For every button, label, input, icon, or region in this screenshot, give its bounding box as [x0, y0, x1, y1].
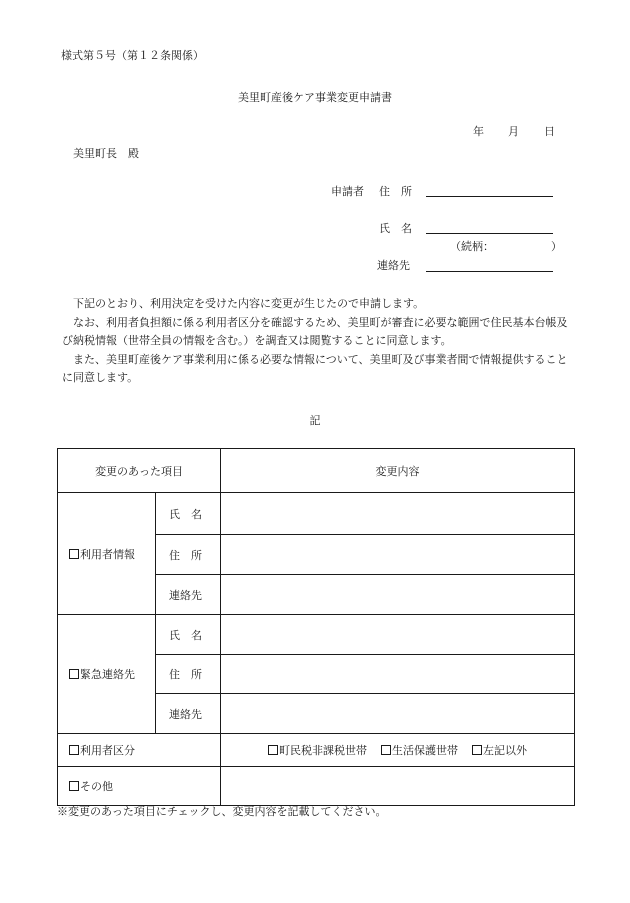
user-contact-value[interactable]: [221, 575, 575, 615]
table-row: [58, 734, 575, 767]
address-line[interactable]: [426, 196, 553, 197]
other-value[interactable]: [221, 767, 575, 806]
emergency-address-label: 住 所: [156, 655, 221, 694]
table-row: [58, 493, 575, 535]
category-option[interactable]: 町民税非課税世帯: [268, 742, 367, 758]
table-header-row: [58, 449, 575, 493]
user-category-label: 利用者区分: [80, 744, 135, 757]
body-paragraph-3: また、美里町産後ケア事業利用に係る必要な情報について、美里町及び事業者間で情報提供することに同意します。: [62, 352, 568, 384]
body-paragraph-1: 下記のとおり、利用決定を受けた内容に変更が生じたので申請します。: [73, 297, 425, 310]
emergency-contact-value[interactable]: [221, 694, 575, 734]
user-address-value[interactable]: [221, 535, 575, 575]
emergency-contact-checkbox[interactable]: [69, 669, 79, 679]
body-text: [62, 295, 572, 388]
user-name-value[interactable]: [221, 493, 575, 535]
user-category-cell: [58, 734, 221, 767]
category-option[interactable]: 左記以外: [472, 742, 527, 758]
other-checkbox[interactable]: [69, 781, 79, 791]
addressee: 美里町長 殿: [73, 147, 139, 160]
emergency-name-label: 氏 名: [156, 615, 221, 655]
name-line[interactable]: [426, 233, 553, 234]
contact-label: 連絡先: [377, 259, 410, 272]
footnote: ※変更のあった項目にチェックし、変更内容を記載してください。: [57, 805, 387, 818]
date-month: 月: [508, 125, 519, 138]
user-contact-label: 連絡先: [156, 575, 221, 615]
emergency-contact-label: 緊急連絡先: [80, 668, 135, 681]
category-option-checkbox[interactable]: [268, 745, 278, 755]
change-table: [57, 448, 575, 806]
date-day: 日: [544, 125, 555, 138]
address-label: 住 所: [379, 185, 412, 198]
form-number: 様式第５号（第１２条関係）: [61, 49, 204, 62]
contact-line[interactable]: [426, 271, 553, 272]
user-name-label: 氏 名: [156, 493, 221, 535]
document-title: 美里町産後ケア事業変更申請書: [238, 91, 392, 104]
user-info-label: 利用者情報: [80, 547, 135, 561]
category-option-checkbox[interactable]: [472, 745, 482, 755]
emergency-name-value[interactable]: [221, 615, 575, 655]
user-category-options: [221, 734, 575, 767]
header-content: 変更内容: [221, 449, 575, 493]
header-item: 変更のあった項目: [58, 449, 221, 493]
table-row: [58, 767, 575, 806]
user-info-checkbox[interactable]: [69, 549, 79, 559]
ki-heading: 記: [309, 414, 321, 427]
category-option[interactable]: 生活保護世帯: [381, 742, 458, 758]
other-cell: [58, 767, 221, 806]
applicant-label: 申請者: [331, 185, 364, 198]
relation-label: （続柄：: [450, 240, 494, 253]
category-option-checkbox[interactable]: [381, 745, 391, 755]
emergency-contact-cell: [58, 615, 156, 734]
body-paragraph-2: なお、利用者負担額に係る利用者区分を確認するため、美里町が審査に必要な範囲で住民基本台帳及び納税情報（世帯全員の情報を含む。）を調査又は閲覧することに同意します。: [62, 315, 568, 347]
name-label: 氏 名: [379, 222, 412, 235]
emergency-contact-sub-label: 連絡先: [156, 694, 221, 734]
user-address-label: 住 所: [156, 535, 221, 575]
other-label: その他: [80, 780, 113, 793]
relation-close: ）: [551, 240, 562, 253]
user-category-checkbox[interactable]: [69, 745, 79, 755]
date-year: 年: [473, 125, 484, 138]
table-row: [58, 615, 575, 655]
emergency-address-value[interactable]: [221, 655, 575, 694]
user-info-cell: [58, 493, 156, 615]
